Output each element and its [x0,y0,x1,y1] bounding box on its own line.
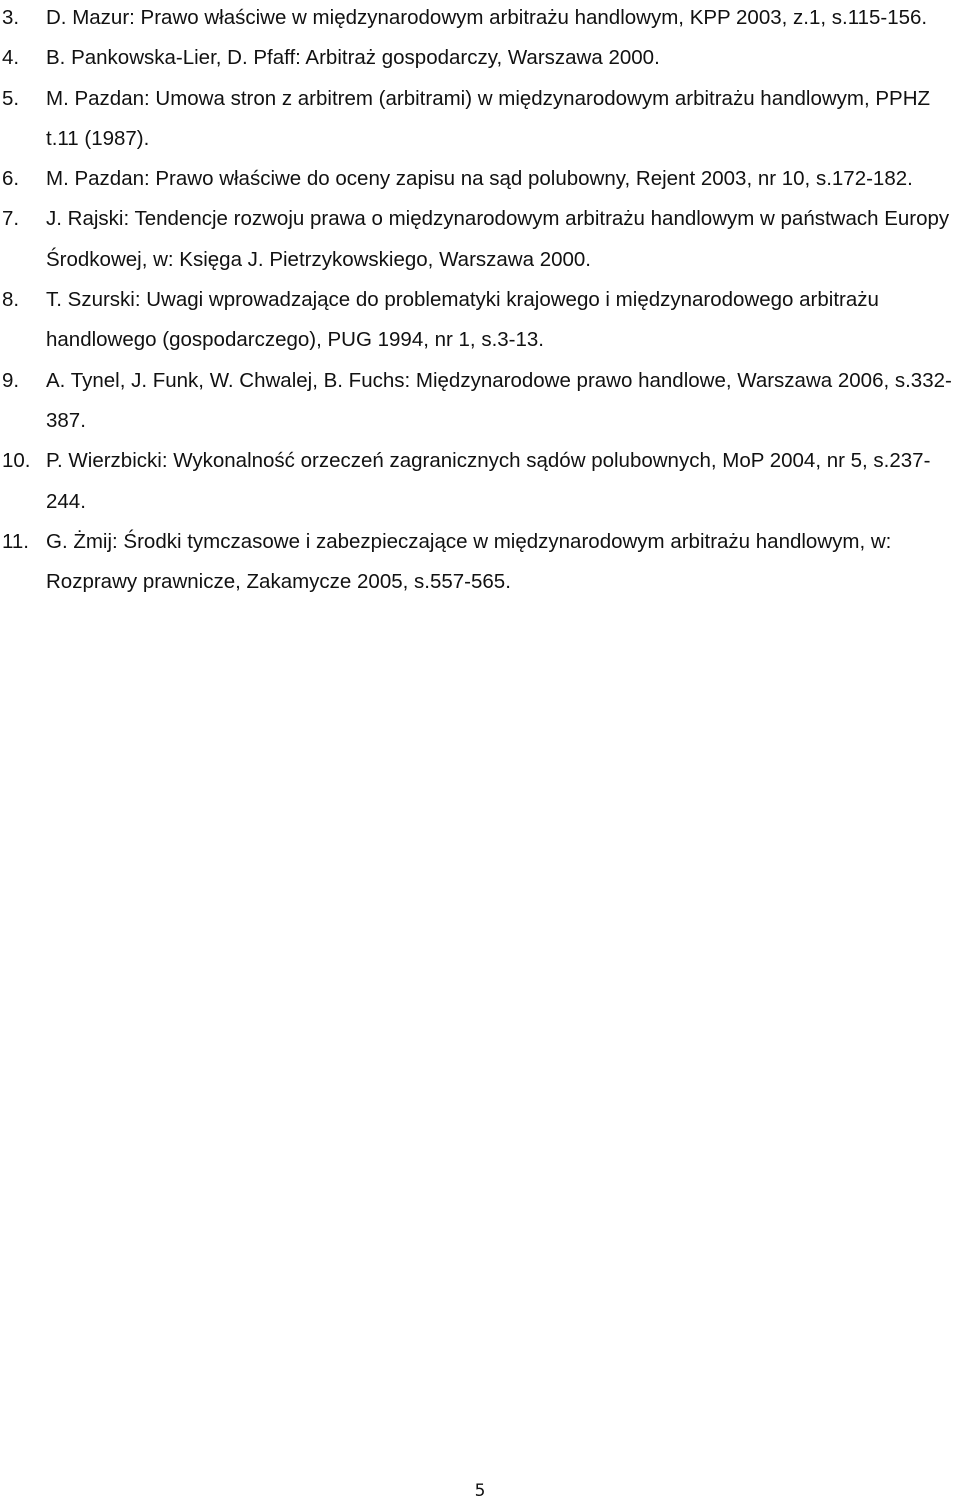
page-number: 5 [474,1481,486,1501]
reference-item-4 [0,38,952,78]
reference-list [0,0,952,602]
reference-text: D. Mazur: Prawo właściwe w międzynarodowym arbitrażu handlowym, KPP 2003, z.1, s.115-156. [46,6,928,29]
reference-number: 8. [2,288,20,312]
reference-number: 5. [2,86,20,110]
reference-number: 6. [2,167,20,191]
reference-item-5 [0,79,952,160]
reference-text: M. Pazdan: Prawo właściwe do oceny zapisu na sąd polubowny, Rejent 2003, nr 10, s.172-182. [46,167,913,191]
reference-number: 10. [2,449,31,473]
reference-number: 4. [2,46,20,70]
reference-text: G. Żmij: Środki tymczasowe i zabezpieczające w międzynarodowym arbitrażu handlowym, w: Rozprawy prawnicze, Zakamycze 2005, s.557-565. [46,529,892,594]
reference-item-8 [0,280,952,361]
reference-text: J. Rajski: Tendencje rozwoju prawa o międzynarodowym arbitrażu handlowym w państwach Europy Środkowej, w: Księga J. Pietrzykowskiego, Warszawa 2000. [46,207,950,271]
reference-text: P. Wierzbicki: Wykonalność orzeczeń zagranicznych sądów polubownych, MoP 2004, nr 5, s.237-244. [46,449,931,513]
reference-number: 11. [2,529,29,553]
reference-item-11 [0,522,952,603]
reference-number: 3. [2,6,20,29]
reference-item-6 [0,159,952,199]
reference-item-7 [0,199,952,280]
reference-number: 7. [2,207,20,231]
reference-item-9 [0,361,952,442]
reference-number: 9. [2,368,20,392]
reference-text: B. Pankowska-Lier, D. Pfaff: Arbitraż gospodarczy, Warszawa 2000. [46,46,660,70]
reference-text: A. Tynel, J. Funk, W. Chwalej, B. Fuchs: Międzynarodowe prawo handlowe, Warszawa 2006, s.332-387. [46,368,952,432]
reference-text: T. Szurski: Uwagi wprowadzające do problematyki krajowego i międzynarodowego arbitrażu handlowego (gospodarczego), PUG 1994, nr 1, s.3-13. [46,288,879,352]
reference-text: M. Pazdan: Umowa stron z arbitrem (arbitrami) w międzynarodowym arbitrażu handlowym, PPHZ t.11 (1987). [46,86,931,150]
reference-item-3 [0,0,952,38]
reference-item-10 [0,441,952,522]
